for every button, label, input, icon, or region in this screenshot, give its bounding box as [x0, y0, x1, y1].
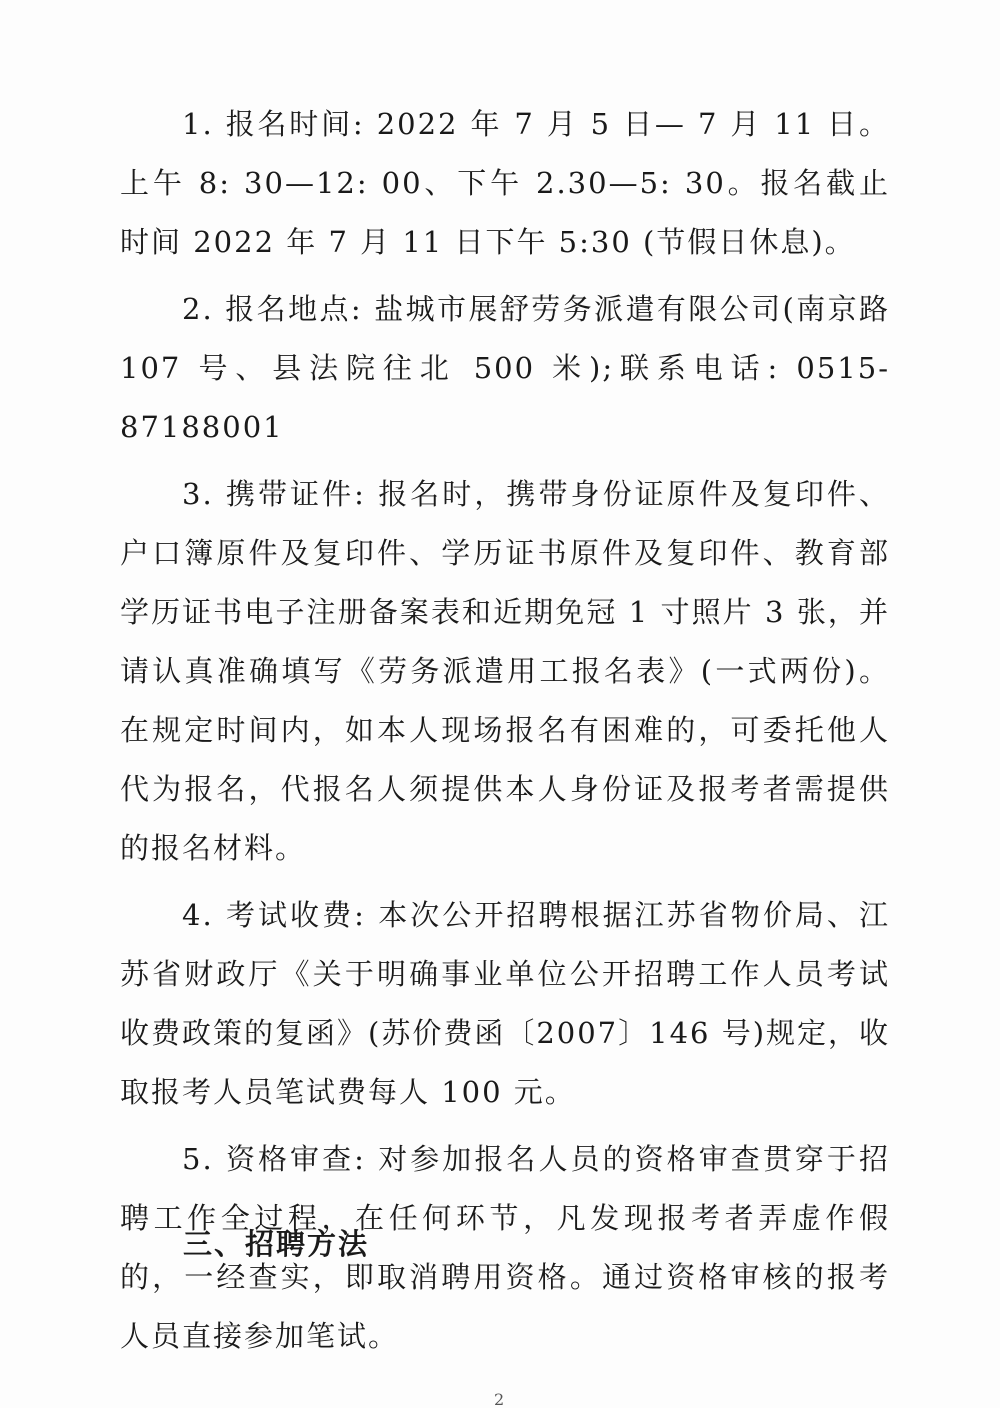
- paragraph-qualification-review: 5. 资格审查: 对参加报名人员的资格审查贯穿于招聘工作全过程，在任何环节，凡发现报考者弄虚作假的，一经查实，即取消聘用资格。通过资格审核的报考人员直接参加笔试。: [120, 1142, 890, 1353]
- paragraph-required-documents: 3. 携带证件: 报名时，携带身份证原件及复印件、户口簿原件及复印件、学历证书原件及复印件、教育部学历证书电子注册备案表和近期免冠 1 寸照片 3 张，并请认真准确填写《劳务派遣用工报名表》(一式两份)。在规定时间内，如本人现场报名有困难的，可委托他人代为报名，代报名人须提供本人身份证及报考者需提供的报名材料。: [120, 477, 890, 865]
- paragraph-exam-fee: 4. 考试收费: 本次公开招聘根据江苏省物价局、江苏省财政厅《关于明确事业单位公开招聘工作人员考试收费政策的复函》(苏价费函〔2007〕146 号)规定，收取报考人员笔试费每人 100 元。: [120, 898, 891, 1109]
- document-body: [120, 95, 890, 1374]
- section-heading: 三、招聘方法: [183, 1227, 370, 1261]
- page-number: 2: [494, 1390, 505, 1409]
- paragraph-registration-location: 2. 报名地点: 盐城市展舒劳务派遣有限公司(南京路 107 号、县法院往北 500 米);联系电话: 0515-87188001: [120, 292, 890, 444]
- paragraph-registration-time: 1. 报名时间: 2022 年 7 月 5 日— 7 月 11 日。上午 8: 30—12: 00、下午 2.30—5: 30。报名截止时间 2022 年 7 月 11 日下午 5:30 (节假日休息)。: [120, 107, 890, 259]
